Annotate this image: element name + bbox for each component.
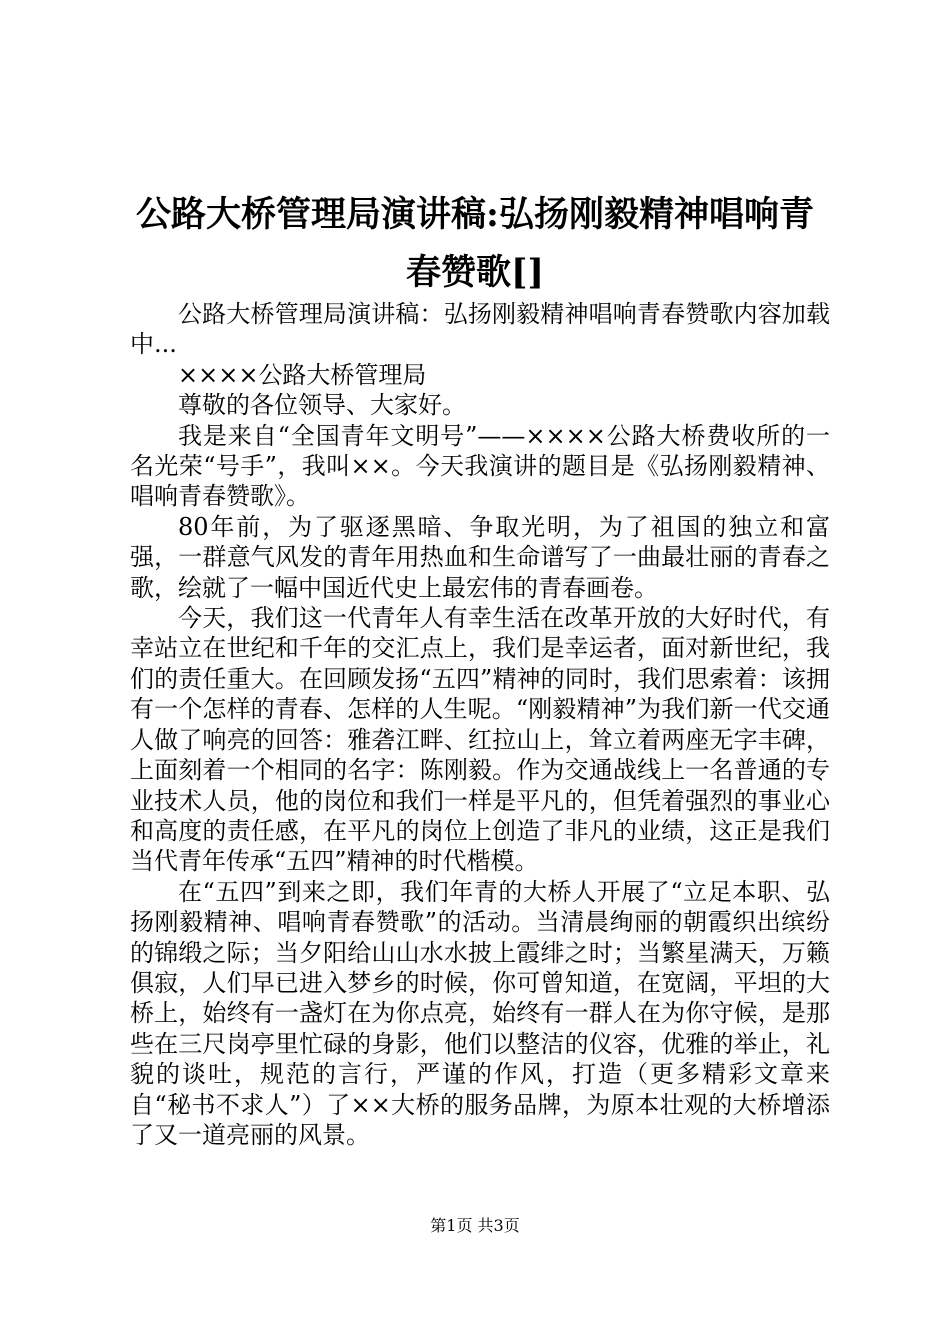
paragraph-activity: 在“五四”到来之即，我们年青的大桥人开展了“立足本职、弘扬刚毅精神、唱响青春赞歌”的活动。当清晨绚丽的朝霞织出缤纷的锦缎之际；当夕阳给山山水水披上霞绯之时；当繁星满天，万籁俱寂，人们早已进入梦乡的时候，你可曾知道，在宽阔，平坦的大桥上，始终有一盏灯在为你点亮，始终有一群人在为你守候，是那些在三尺岗亭里忙碌的身影，他们以整洁的仪容，优雅的举止，礼貌的谈吐，规范的言行，严谨的作风，打造（更多精彩文章来自“秘书不求人”）了××大桥的服务品牌，为原本壮观的大桥增添了又一道亮丽的风景。 (130, 877, 830, 1149)
document-title: 公路大桥管理局演讲稿:弘扬刚毅精神唱响青春赞歌[] (136, 194, 814, 293)
page-number-footer: 第1页 共3页 (430, 1216, 520, 1235)
paragraph-self-introduction: 我是来自“全国青年文明号”——××××公路大桥费收所的一名光荣“号手”，我叫××。今天我演讲的题目是《弘扬刚毅精神、唱响青春赞歌》。 (130, 421, 830, 511)
document-body (130, 299, 830, 1150)
paragraph-history: 80年前，为了驱逐黑暗、争取光明，为了祖国的独立和富强，一群意气风发的青年用热血和生命谱写了一曲最壮丽的青春之歌，绘就了一幅中国近代史上最宏伟的青春画卷。 (130, 512, 830, 602)
paragraph-present-day: 今天，我们这一代青年人有幸生活在改革开放的大好时代，有幸站立在世纪和千年的交汇点上，我们是幸运者，面对新世纪，我们的责任重大。在回顾发扬“五四”精神的同时，我们思索着：该拥有一个怎样的青春、怎样的人生呢。“刚毅精神”为我们新一代交通人做了响亮的回答：雅砻江畔、红拉山上，耸立着两座无字丰碑，上面刻着一个相同的名字：陈刚毅。作为交通战线上一名普通的专业技术人员，他的岗位和我们一样是平凡的，但凭着强烈的事业心和高度的责任感，在平凡的岗位上创造了非凡的业绩，这正是我们当代青年传承“五四”精神的时代楷模。 (130, 604, 830, 876)
paragraph-intro: 公路大桥管理局演讲稿：弘扬刚毅精神唱响青春赞歌内容加载中... (130, 300, 830, 359)
paragraph-greeting: 尊敬的各位领导、大家好。 (178, 391, 466, 420)
paragraph-organization: ××××公路大桥管理局 (178, 360, 427, 389)
